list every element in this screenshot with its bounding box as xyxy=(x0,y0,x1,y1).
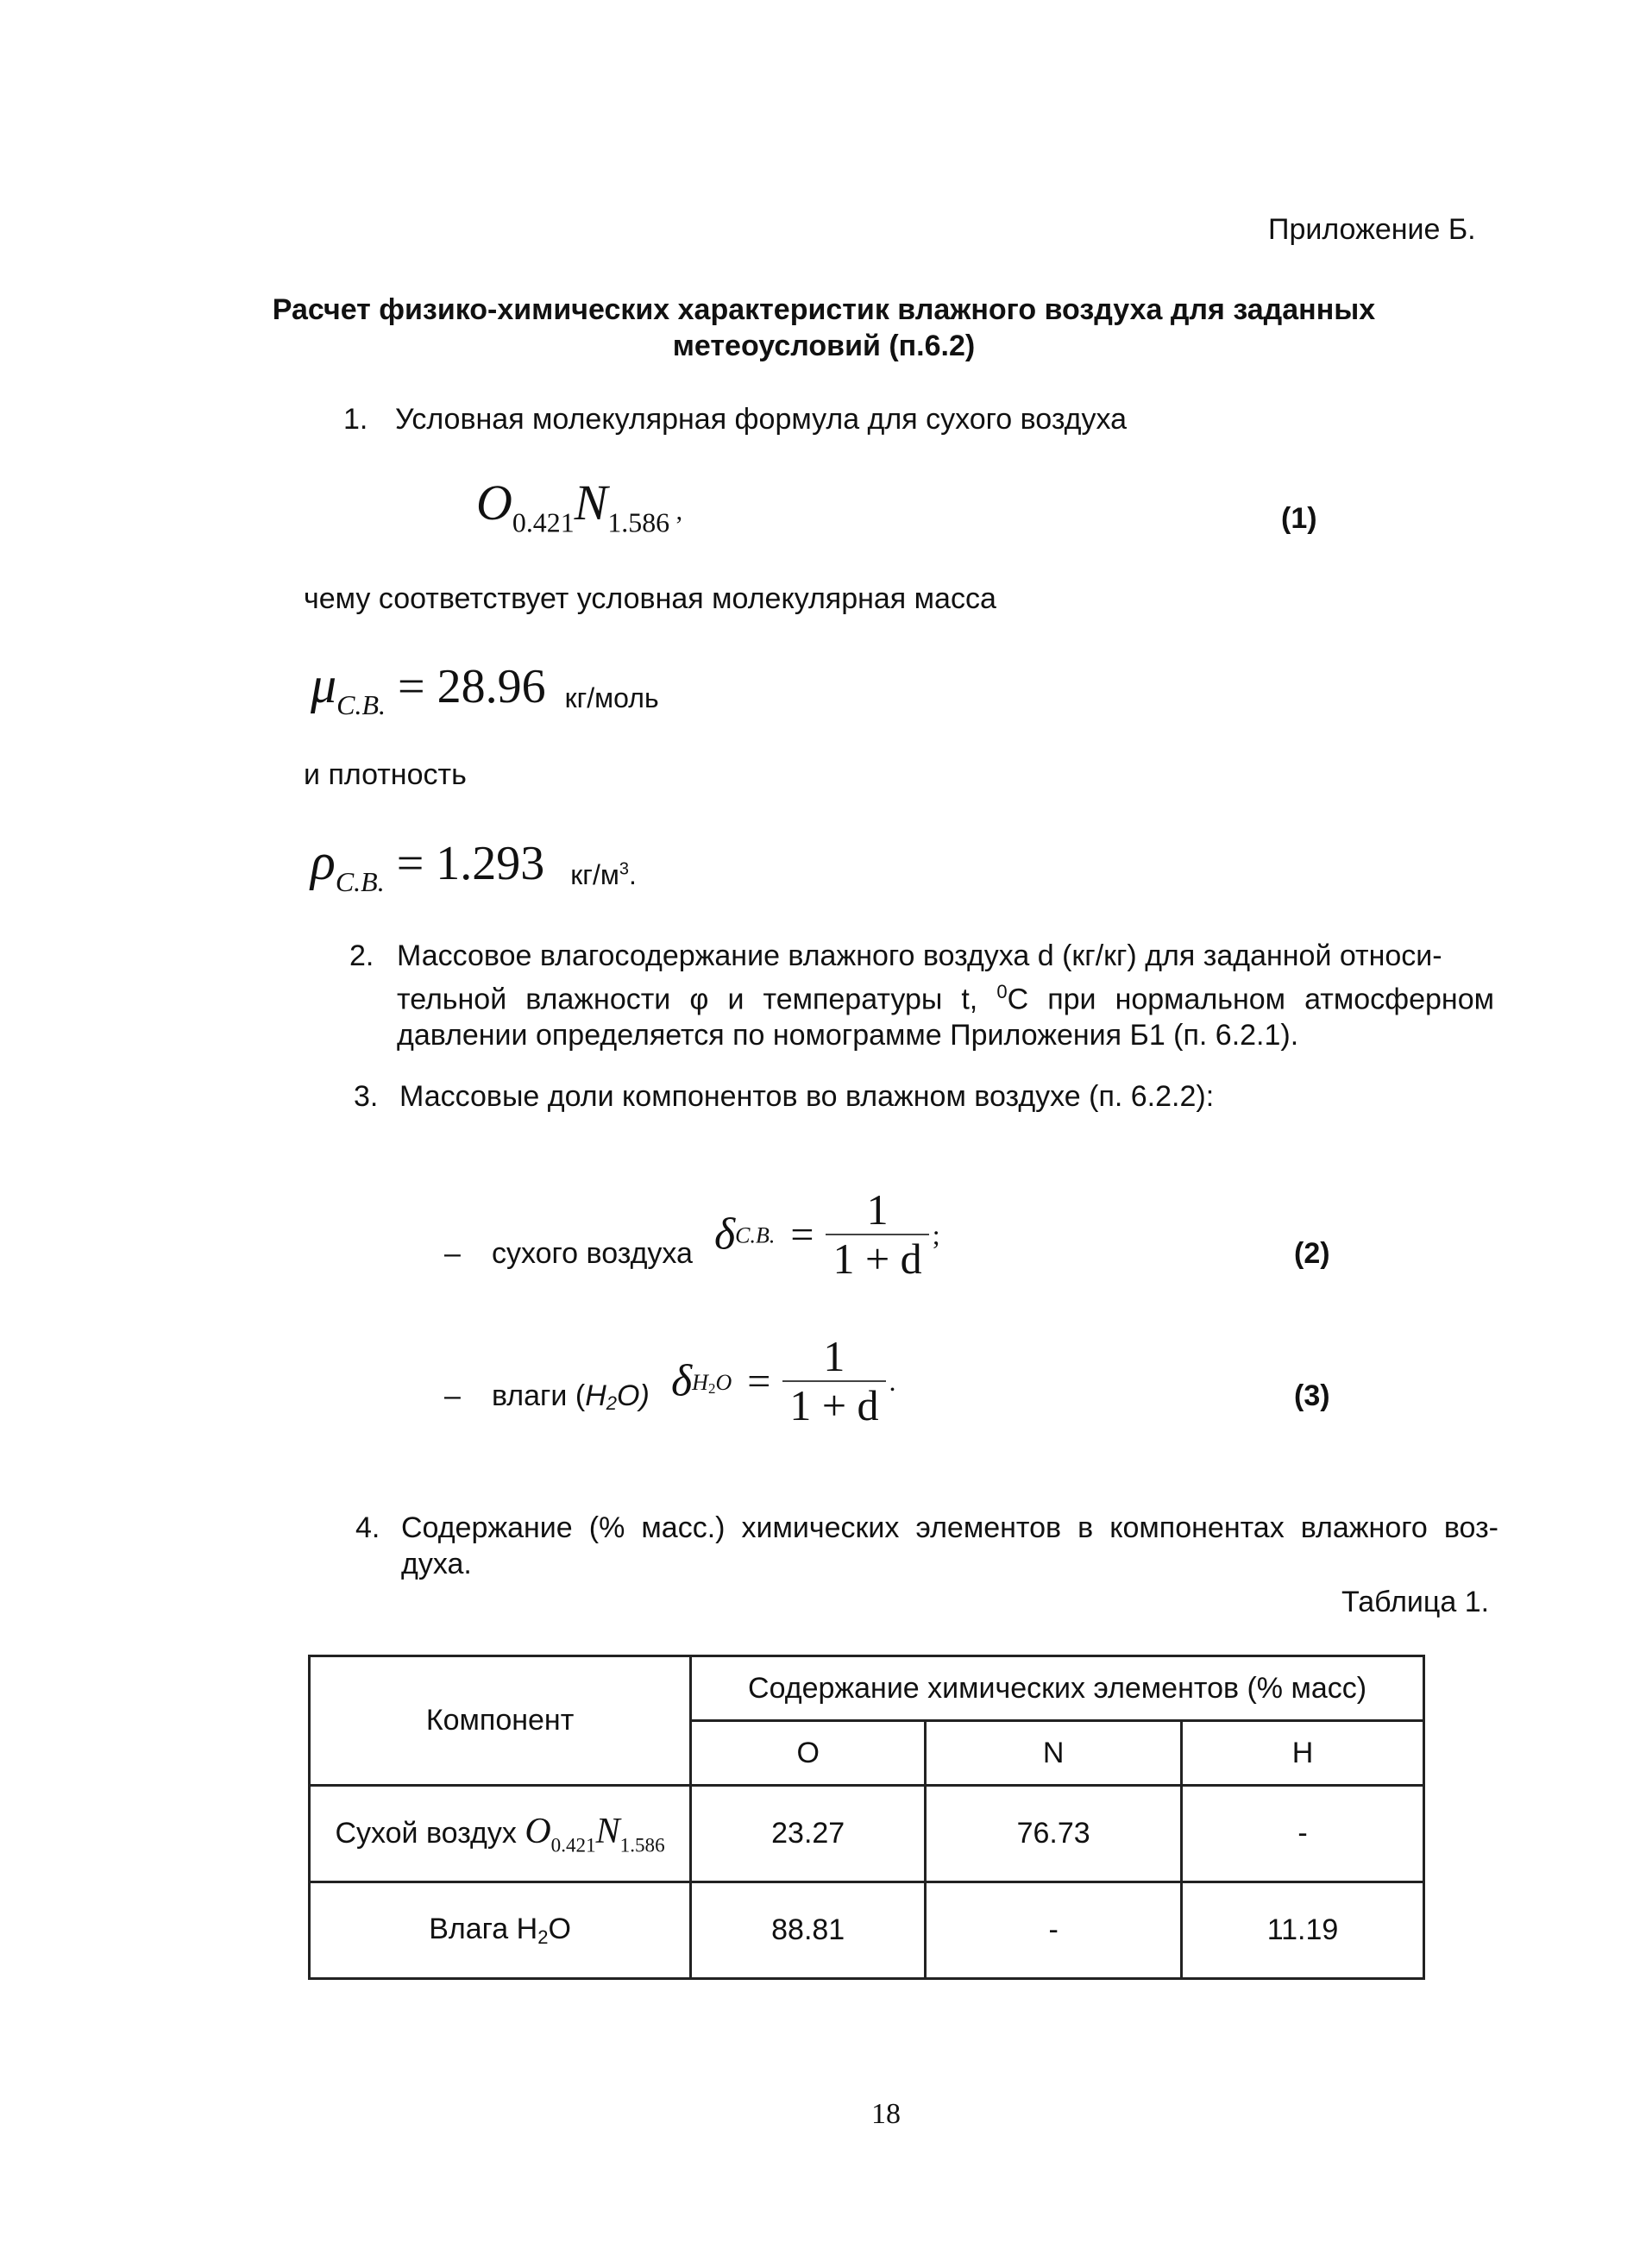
rho-unit xyxy=(570,859,637,890)
row-moisture-sub: 2 xyxy=(537,1926,549,1948)
mu-unit: кг/моль xyxy=(564,682,659,713)
moisture-label-o: O) xyxy=(617,1379,650,1412)
text-density: и плотность xyxy=(304,758,467,791)
formula-moisture-fraction xyxy=(671,1333,896,1454)
title-line-1: Расчет физико-химических характеристик влажного воздуха для заданных xyxy=(272,293,1376,326)
delta-h2o-symbol: δ xyxy=(671,1356,693,1406)
page-title xyxy=(259,292,1389,364)
cell-dry-h: - xyxy=(1182,1786,1424,1882)
header-element-h: H xyxy=(1182,1721,1424,1786)
header-element-n: N xyxy=(926,1721,1182,1786)
moisture-label-a: влаги ( xyxy=(492,1379,586,1412)
delta-sub-o: O xyxy=(715,1369,732,1395)
moisture-dash: – xyxy=(444,1379,461,1412)
formula-o-symbol: O xyxy=(476,474,512,531)
formula-n-symbol: N xyxy=(574,474,608,531)
fraction-dry-denominator: 1 + d xyxy=(832,1235,922,1283)
rho-unit-sup: 3 xyxy=(619,859,629,879)
equation-number-3: (3) xyxy=(1294,1379,1330,1412)
row-formula-o-sub: 0.421 xyxy=(550,1833,596,1856)
cell-moisture-o: 88.81 xyxy=(691,1882,926,1979)
table-caption: Таблица 1. xyxy=(1341,1586,1490,1618)
fraction-moisture-tail: . xyxy=(889,1365,896,1397)
item-1-text: Условная молекулярная формула для сухого воздуха xyxy=(395,403,1128,436)
item-2-number: 2. xyxy=(349,939,374,972)
item-4-text xyxy=(401,1510,1498,1582)
item-4-number: 4. xyxy=(355,1511,380,1544)
formula-n-subscript: 1.586 xyxy=(607,507,670,538)
item-2-line-3: давлении определяется по номограмме Приложения Б1 (п. 6.2.1). xyxy=(397,1019,1299,1052)
fraction-moisture-numerator: 1 xyxy=(782,1333,885,1382)
row-dry-air-text: Сухой воздух xyxy=(335,1816,525,1850)
mu-symbol: μ xyxy=(311,657,337,713)
moisture-label xyxy=(492,1378,650,1422)
rho-unit-end: . xyxy=(628,859,637,890)
equation-number-1: (1) xyxy=(1281,502,1317,535)
cell-dry-o: 23.27 xyxy=(691,1786,926,1882)
delta-h2o-subscript xyxy=(692,1370,732,1395)
item-2-line-2-b: С при нормальном атмосферном xyxy=(1007,983,1494,1016)
title-line-2: метеоусловий (п.6.2) xyxy=(672,330,976,362)
formula-molar-mass xyxy=(311,656,659,718)
rho-symbol: ρ xyxy=(311,833,336,890)
table-row xyxy=(310,1882,1424,1979)
header-component: Компонент xyxy=(310,1656,691,1786)
fraction-moisture-denominator: 1 + d xyxy=(789,1381,879,1429)
dry-air-label: сухого воздуха xyxy=(492,1237,693,1270)
cell-moisture-h: 11.19 xyxy=(1182,1882,1424,1979)
row-dry-air-formula xyxy=(525,1811,665,1856)
item-3-number: 3. xyxy=(354,1080,379,1113)
item-4-line-1: Содержание (% масс.) химических элементов в компонентах влажного воз- xyxy=(401,1511,1498,1544)
degree-superscript: 0 xyxy=(996,981,1008,1002)
fraction-moisture xyxy=(782,1333,885,1429)
rho-unit-base: кг/м xyxy=(570,859,619,890)
header-element-o: O xyxy=(691,1721,926,1786)
table-row xyxy=(310,1786,1424,1882)
cell-moisture-n: - xyxy=(926,1882,1182,1979)
item-4-line-2: духа. xyxy=(401,1548,472,1580)
page-number: 18 xyxy=(871,2098,901,2130)
table-header-row xyxy=(310,1656,1424,1721)
item-2-line-2-a: тельной влажности φ и температуры t, xyxy=(397,983,997,1016)
equation-number-2: (2) xyxy=(1294,1237,1330,1270)
header-content: Содержание химических элементов (% масс) xyxy=(691,1656,1424,1721)
row-dry-air-label xyxy=(310,1786,691,1882)
item-2-line-1: Массовое влагосодержание влажного воздуха d (кг/кг) для заданной относи- xyxy=(397,939,1442,972)
row-formula-n-sub: 1.586 xyxy=(619,1833,665,1856)
row-moisture-text: Влага H xyxy=(429,1912,538,1945)
delta-sub-h: H xyxy=(692,1369,708,1395)
rho-subscript: С.В. xyxy=(335,866,385,897)
mu-subscript: С.В. xyxy=(336,689,386,720)
cell-dry-n: 76.73 xyxy=(926,1786,1182,1882)
moisture-label-h: H xyxy=(585,1379,606,1412)
formula-tail: , xyxy=(669,497,683,525)
elements-table xyxy=(308,1655,1425,1980)
moisture-label-sub: 2 xyxy=(606,1392,618,1414)
delta-dry-subscript: С.В. xyxy=(735,1222,776,1248)
delta-sub-2: 2 xyxy=(707,1379,716,1397)
appendix-label: Приложение Б. xyxy=(1268,213,1476,246)
row-moisture-o: O xyxy=(548,1912,571,1945)
formula-dry-air xyxy=(476,473,682,553)
item-3-text: Массовые доли компонентов во влажном воздухе (п. 6.2.2): xyxy=(399,1080,1215,1113)
row-formula-n: N xyxy=(595,1811,620,1851)
formula-dry-fraction xyxy=(714,1186,940,1307)
delta-h2o-equals: = xyxy=(737,1358,771,1404)
delta-dry-equals: = xyxy=(780,1211,814,1258)
item-1-number: 1. xyxy=(343,403,368,436)
text-molar-mass: чему соответствует условная молекулярная масса xyxy=(304,582,996,615)
item-2-text xyxy=(397,938,1494,1053)
fraction-dry xyxy=(826,1186,928,1283)
delta-dry-symbol: δ xyxy=(714,1209,736,1260)
row-moisture-label xyxy=(310,1882,691,1979)
mu-value: = 28.96 xyxy=(386,660,546,713)
rho-value: = 1.293 xyxy=(384,837,545,890)
dry-air-dash: – xyxy=(444,1237,461,1270)
item-2-line-2 xyxy=(397,974,1494,1017)
row-formula-o: O xyxy=(525,1811,551,1851)
formula-o-subscript: 0.421 xyxy=(512,507,575,538)
fraction-dry-tail: ; xyxy=(932,1218,940,1250)
fraction-dry-numerator: 1 xyxy=(826,1186,928,1235)
formula-density xyxy=(311,832,637,895)
